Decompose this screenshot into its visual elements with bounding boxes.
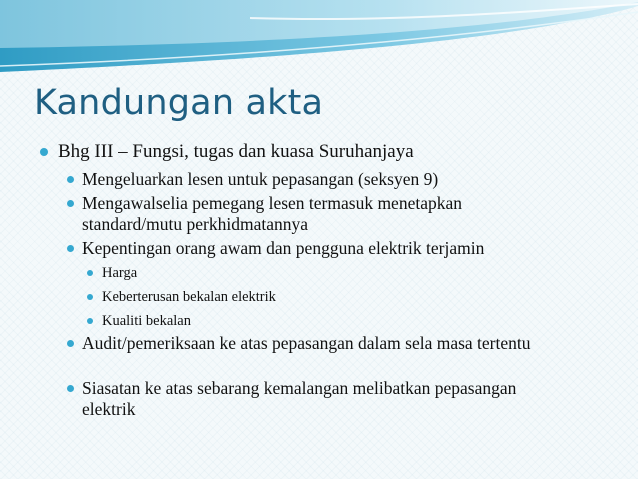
list-item: Mengawalselia pemegang lesen termasuk menetapkan standard/mutu perkhidmatannya: [82, 193, 462, 234]
list-item: Mengeluarkan lesen untuk pepasangan (seksyen 9): [82, 169, 439, 189]
bullet-icon: [67, 176, 74, 183]
bullet-icon: [87, 270, 93, 276]
bullet-icon: [40, 148, 48, 156]
list-item: Harga: [102, 265, 138, 281]
bullet-icon: [87, 294, 93, 300]
list-item: Kepentingan orang awam dan pengguna elektrik terjamin: [82, 238, 485, 258]
bullet-icon: [67, 200, 74, 207]
list-item: Kualiti bekalan: [102, 313, 191, 329]
bullet-icon: [67, 245, 74, 252]
bullet-icon: [67, 340, 74, 347]
list-item: Siasatan ke atas sebarang kemalangan melibatkan pepasangan elektrik: [82, 378, 517, 419]
slide-title: Kandungan akta: [34, 83, 324, 123]
list-item: Audit/pemeriksaan ke atas pepasangan dalam sela masa tertentu: [82, 333, 531, 353]
bullet-icon: [67, 385, 74, 392]
bullet-icon: [87, 318, 93, 324]
list-item: Bhg III – Fungsi, tugas dan kuasa Suruhanjaya: [58, 141, 414, 162]
list-item: Keberterusan bekalan elektrik: [102, 289, 276, 305]
